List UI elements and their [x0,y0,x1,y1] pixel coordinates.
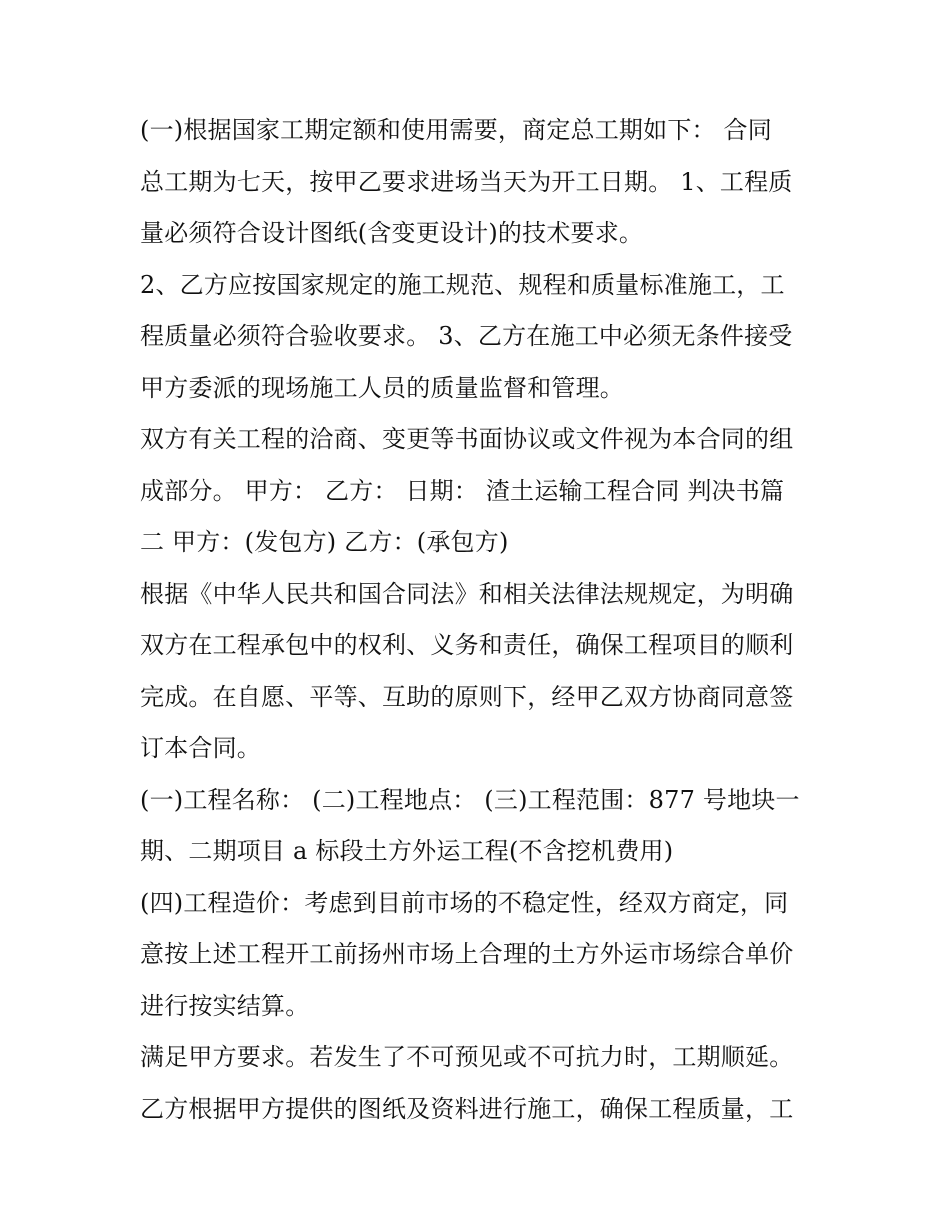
text-line: 二 甲方：(发包方) 乙方：(承包方) [140,528,509,556]
text-line: 根据《中华人民共和国合同法》和相关法律法规规定，为明确 [140,579,794,608]
text-line: 总工期为七天，按甲乙要求进场当天为开工日期。 1、工程质 [140,167,793,196]
text-line: (一)根据国家工期定额和使用需要，商定总工期如下： 合同 [140,116,772,144]
text-line: 甲方委派的现场施工人员的质量监督和管理。 [140,373,624,402]
text-line: (四)工程造价：考虑到目前市场的不稳定性，经双方商定，同 [140,888,789,917]
text-line: 双方有关工程的洽商、变更等书面协议或文件视为本合同的组 [140,425,794,453]
text-line: 2、乙方应按国家规定的施工规范、规程和质量标准施工，工 [140,270,785,299]
text-line: 意按上述工程开工前扬州市场上合理的土方外运市场综合单价 [140,940,794,968]
text-line: 量必须符合设计图纸(含变更设计)的技术要求。 [140,219,644,247]
text-line: 完成。在自愿、平等、互助的原则下，经甲乙双方协商同意签 [140,682,794,711]
text-line: 双方在工程承包中的权利、义务和责任，确保工程项目的顺利 [140,631,794,659]
text-line: 满足甲方要求。若发生了不可预见或不可抗力时，工期顺延。 [140,1043,794,1071]
text-line: (一)工程名称： (二)工程地点： (三)工程范围：877 号地块一 [140,785,800,814]
text-line: 乙方根据甲方提供的图纸及资料进行施工，确保工程质量，工 [140,1094,794,1123]
contract-body-text [140,108,820,1138]
text-line: 程质量必须符合验收要求。 3、乙方在施工中必须无条件接受 [140,322,793,350]
text-line: 订本合同。 [140,734,261,762]
text-line: 期、二期项目 a 标段土方外运工程(不含挖机费用) [140,837,674,865]
text-line: 进行按实结算。 [140,991,310,1020]
text-line: 成部分。 甲方： 乙方： 日期： 渣土运输工程合同 判决书篇 [140,476,785,505]
